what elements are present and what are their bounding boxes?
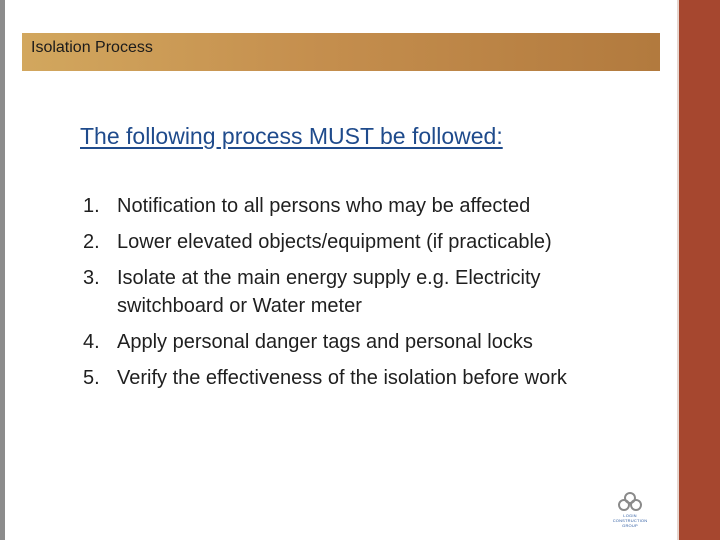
step-text: Isolate at the main energy supply e.g. Electricity switchboard or Water meter	[117, 267, 541, 317]
section-heading: The following process MUST be followed:	[80, 123, 503, 149]
company-logo	[604, 492, 656, 532]
left-border	[0, 0, 5, 540]
step-number: 2.	[83, 231, 100, 253]
step-item-1	[83, 192, 643, 220]
logo-text-line1: LOGIN	[623, 513, 637, 518]
title-band	[22, 33, 660, 71]
step-number: 3.	[83, 267, 100, 289]
right-accent-bar	[679, 0, 720, 540]
step-number: 5.	[83, 367, 100, 389]
step-item-3	[83, 264, 643, 320]
step-item-4	[83, 328, 643, 356]
logo-text-line2: CONSTRUCTION	[612, 518, 648, 523]
step-number: 4.	[83, 331, 100, 353]
step-text: Apply personal danger tags and personal locks	[117, 331, 533, 353]
logo-text-line3: GROUP	[622, 523, 638, 528]
step-text: Lower elevated objects/equipment (if practicable)	[117, 231, 552, 253]
step-item-5	[83, 364, 643, 392]
logo-icon	[616, 492, 644, 512]
step-text: Notification to all persons who may be affected	[117, 195, 531, 217]
process-steps-list	[83, 192, 643, 400]
slide-title: Isolation Process	[31, 39, 153, 56]
step-number: 1.	[83, 195, 100, 217]
step-text: Verify the effectiveness of the isolation before work	[117, 367, 567, 389]
step-item-2	[83, 228, 643, 256]
